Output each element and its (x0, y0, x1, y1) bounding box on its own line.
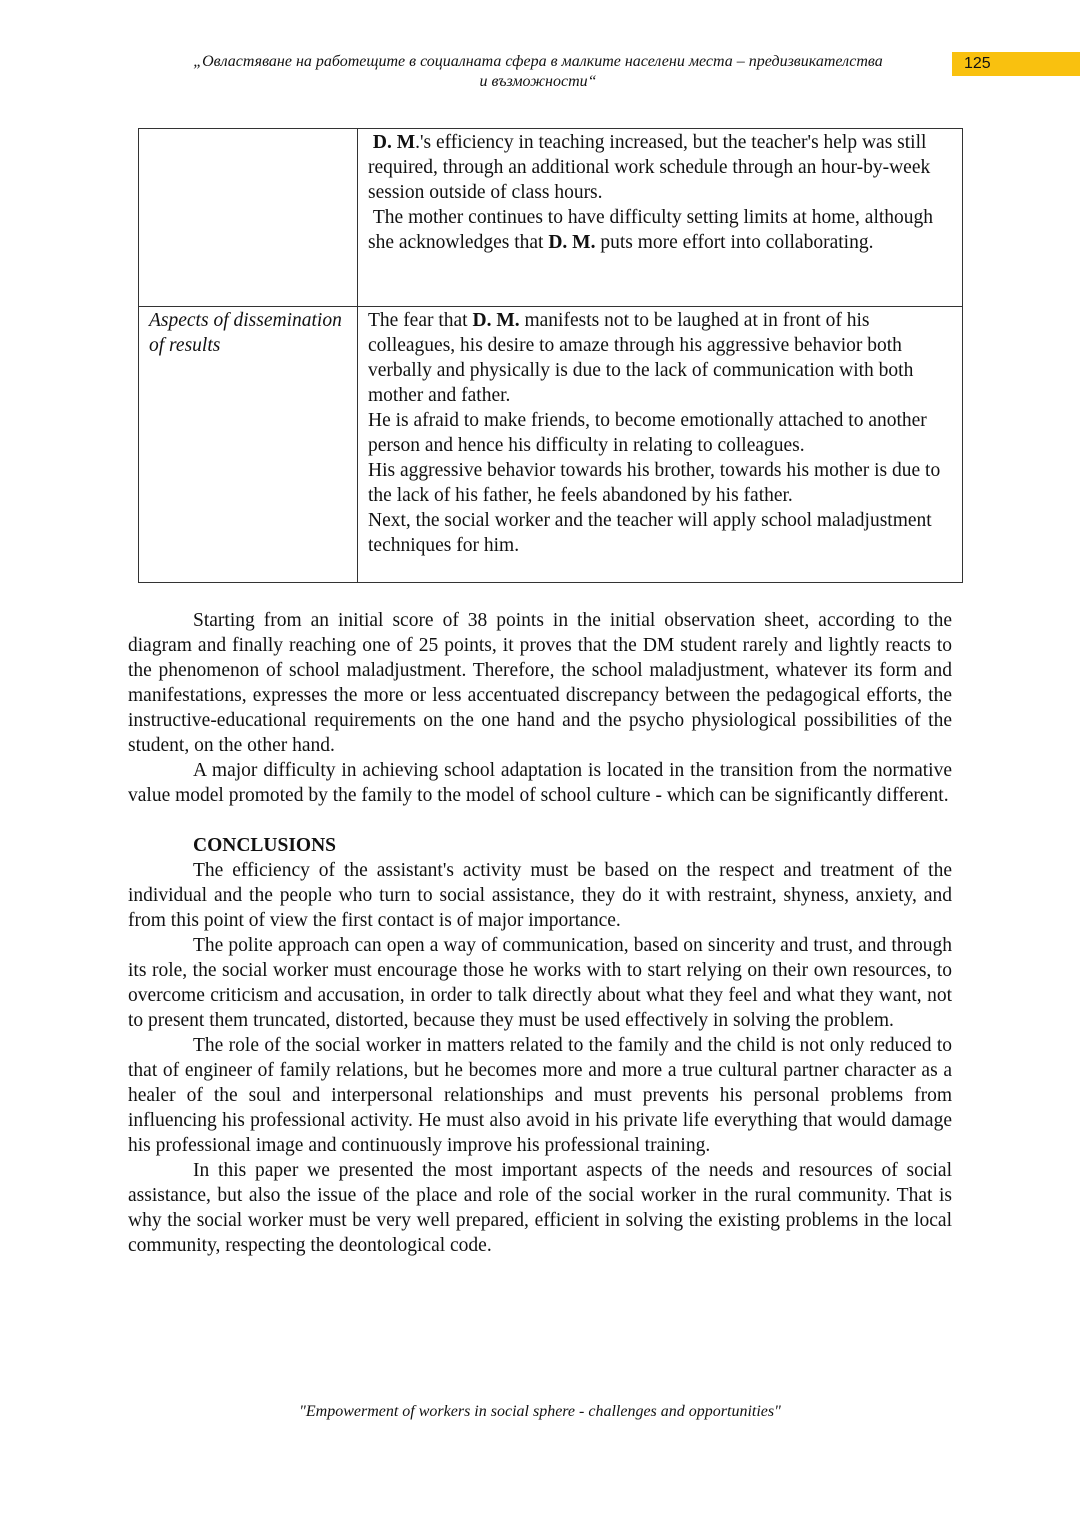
body-paragraph: The efficiency of the assistant's activity must be based on the respect and treatment of the individual and the people who turn to social assistance, they do it with restraint, shyness, anxiety, and from this point of view the first contact is of major importance. (128, 860, 952, 931)
body-paragraph: The role of the social worker in matters related to the family and the child is not only reduced to that of engineer of family relations, but he becomes more and more a true cultural partner character as a healer of the soul and interpersonal relationships and must prevents his personal problems from influencing his professional activity. He must also avoid in his private life everything that would damage his professional image and continuously improve his professional training. (128, 1035, 952, 1156)
bold-initials: D. M (372, 132, 416, 153)
page-number-badge: 125 (952, 52, 1080, 76)
table-row (139, 307, 963, 583)
table-cell-content (358, 307, 963, 583)
table-row (139, 129, 963, 307)
body-paragraph: Starting from an initial score of 38 points in the initial observation sheet, according to the diagram and finally reaching one of 25 points, it proves that the DM student rarely and lightly reacts to the phenomenon of school maladjustment. Therefore, the school maladjustment, whatever its form and manifestations, expresses the more or less accentuated discrepancy between the pedagogical efforts, the instructive-educational requirements on the one hand and the psycho physiological possibilities of the student, on the other hand. (128, 610, 952, 756)
table-paragraph: His aggressive behavior towards his brother, towards his mother is due to the lack of his father, he feels abandoned by his father. (368, 460, 941, 506)
table-cell-label (139, 129, 358, 307)
table-cell-content (358, 129, 963, 307)
table-cell-label: Aspects of dissemination of results (139, 307, 358, 583)
table-paragraph: The mother continues to have difficulty setting limits at home, although she acknowledges that D. M. puts more effort into collaborating. (368, 207, 934, 253)
conclusions-heading: CONCLUSIONS (193, 835, 337, 856)
body-paragraph: The polite approach can open a way of communication, based on sincerity and trust, and through its role, the social worker must encourage those he works with to start relying on their own resources, to overcome criticism and accusation, in order to talk directly about what they feel and what they want, not to present them truncated, distorted, because they must be used effectively in solving the problem. (128, 935, 952, 1031)
running-footer: "Empowerment of workers in social sphere - challenges and opportunities" (299, 1403, 781, 1420)
body-paragraph: A major difficulty in achieving school adaptation is located in the transition from the normative value model promoted by the family to the model of school culture - which can be significantly different. (128, 760, 952, 806)
header-title-line-2: и възможности“ (479, 73, 597, 90)
header-title-line-1: „Овластяване на работещите в социалната сфера в малките населени места – предизвикателства (193, 53, 883, 70)
table-paragraph: The fear that D. M. manifests not to be laughed at in front of his colleagues, his desire to amaze through his aggressive behavior both verbally and physically is due to the lack of communication with both mother and father. (368, 310, 914, 406)
table-paragraph: D. M.'s efficiency in teaching increased, but the teacher's help was still required, through an additional work schedule through an hour-by-week session outside of class hours. (368, 132, 931, 203)
table-paragraph: Next, the social worker and the teacher will apply school maladjustment techniques for him. (368, 510, 932, 556)
case-table (138, 128, 963, 583)
bold-initials: D. M. (548, 232, 596, 253)
bold-initials: D. M. (472, 310, 520, 331)
running-header (128, 52, 948, 92)
body-paragraph: In this paper we presented the most important aspects of the needs and resources of social assistance, but also the issue of the place and role of the social worker in the rural community. That is why the social worker must be very well prepared, efficient in solving the existing problems in the local community, respecting the deontological code. (128, 1160, 952, 1256)
table-paragraph: He is afraid to make friends, to become emotionally attached to another person and hence his difficulty in relating to colleagues. (368, 410, 927, 456)
body-text (128, 608, 952, 1258)
